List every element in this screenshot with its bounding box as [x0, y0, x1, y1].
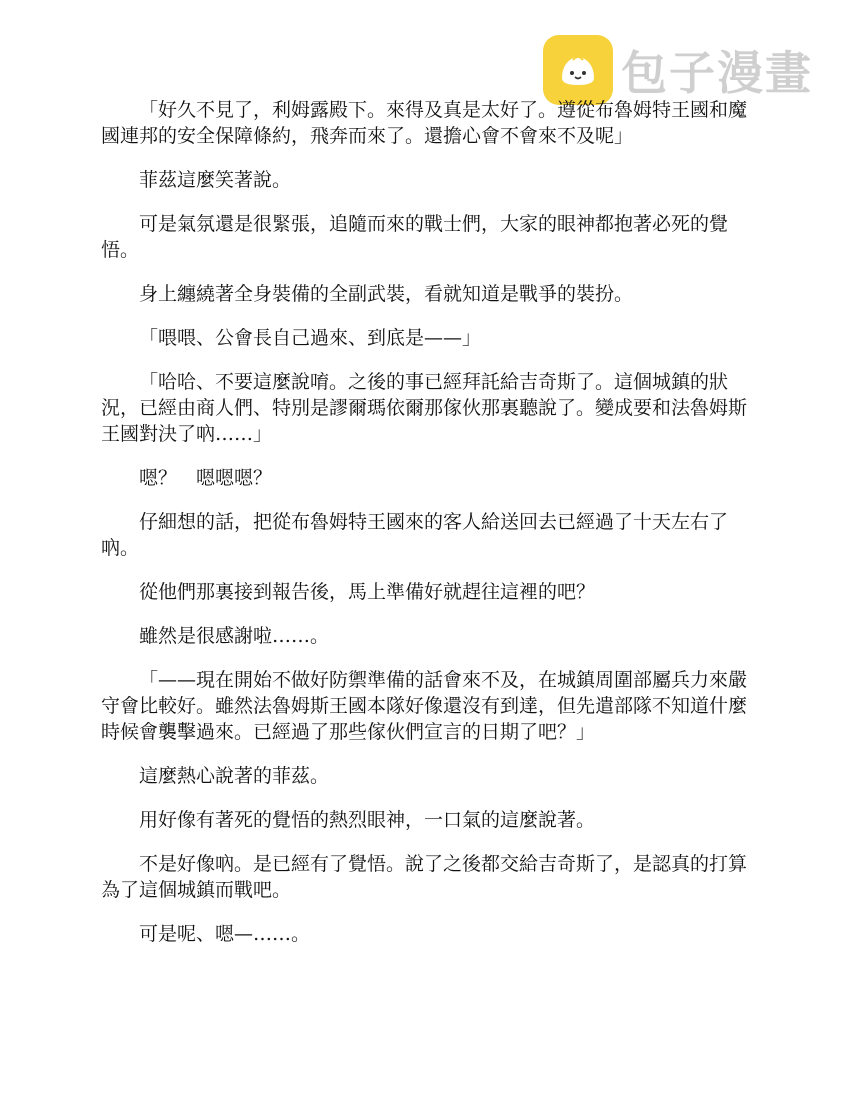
text-body [101, 97, 751, 965]
paragraph-4: 身上纏繞著全身裝備的全副武裝，看就知道是戰爭的裝扮。 [139, 283, 634, 305]
paragraph-10: 雖然是很感謝啦……。 [139, 625, 330, 647]
paragraph-6: 「哈哈、不要這麼說唷。之後的事已經拜託給吉奇斯了。這個城鎮的狀況，已經由商人們、特別是謬爾瑪依爾那傢伙那裏聽說了。變成要和法魯姆斯王國對決了吶……」 [101, 371, 748, 445]
watermark [543, 36, 813, 104]
paragraph-11: 「——現在開始不做好防禦準備的話會來不及，在城鎮周圍部屬兵力來嚴守會比較好。雖然法魯姆斯王國本隊好像還沒有到達，但先遣部隊不知道什麼時候會襲擊過來。已經過了那些傢伙們宣言的日期了吧？」 [101, 669, 748, 743]
paragraph-9: 從他們那裏接到報告後，馬上準備好就趕往這裡的吧？ [139, 581, 596, 603]
paragraph-8: 仔細想的話，把從布魯姆特王國來的客人給送回去已經過了十天左右了吶。 [101, 511, 729, 559]
paragraph-12: 這麼熱心說著的菲茲。 [139, 765, 330, 787]
paragraph-13: 用好像有著死的覺悟的熱烈眼神，一口氣的這麼說著。 [139, 809, 596, 831]
paragraph-2: 菲茲這麼笑著說。 [139, 169, 292, 191]
paragraph-15: 可是呢、嗯—……。 [139, 923, 311, 945]
paragraph-1: 「好久不見了，利姆露殿下。來得及真是太好了。遵從布魯姆特王國和魔國連邦的安全保障條約，飛奔而來了。還擔心會不會來不及呢」 [101, 99, 748, 147]
bun-logo-icon [543, 35, 613, 105]
paragraph-14: 不是好像吶。是已經有了覺悟。說了之後都交給吉奇斯了，是認真的打算為了這個城鎮而戰吧。 [101, 853, 748, 901]
paragraph-5: 「喂喂、公會長自己過來、到底是——」 [139, 327, 482, 349]
paragraph-3: 可是氣氛還是很緊張，追隨而來的戰士們，大家的眼神都抱著必死的覺悟。 [101, 213, 729, 261]
paragraph-7: 嗯？ 嗯嗯嗯？ [139, 467, 273, 489]
watermark-text: 包子漫畫 [621, 46, 813, 100]
